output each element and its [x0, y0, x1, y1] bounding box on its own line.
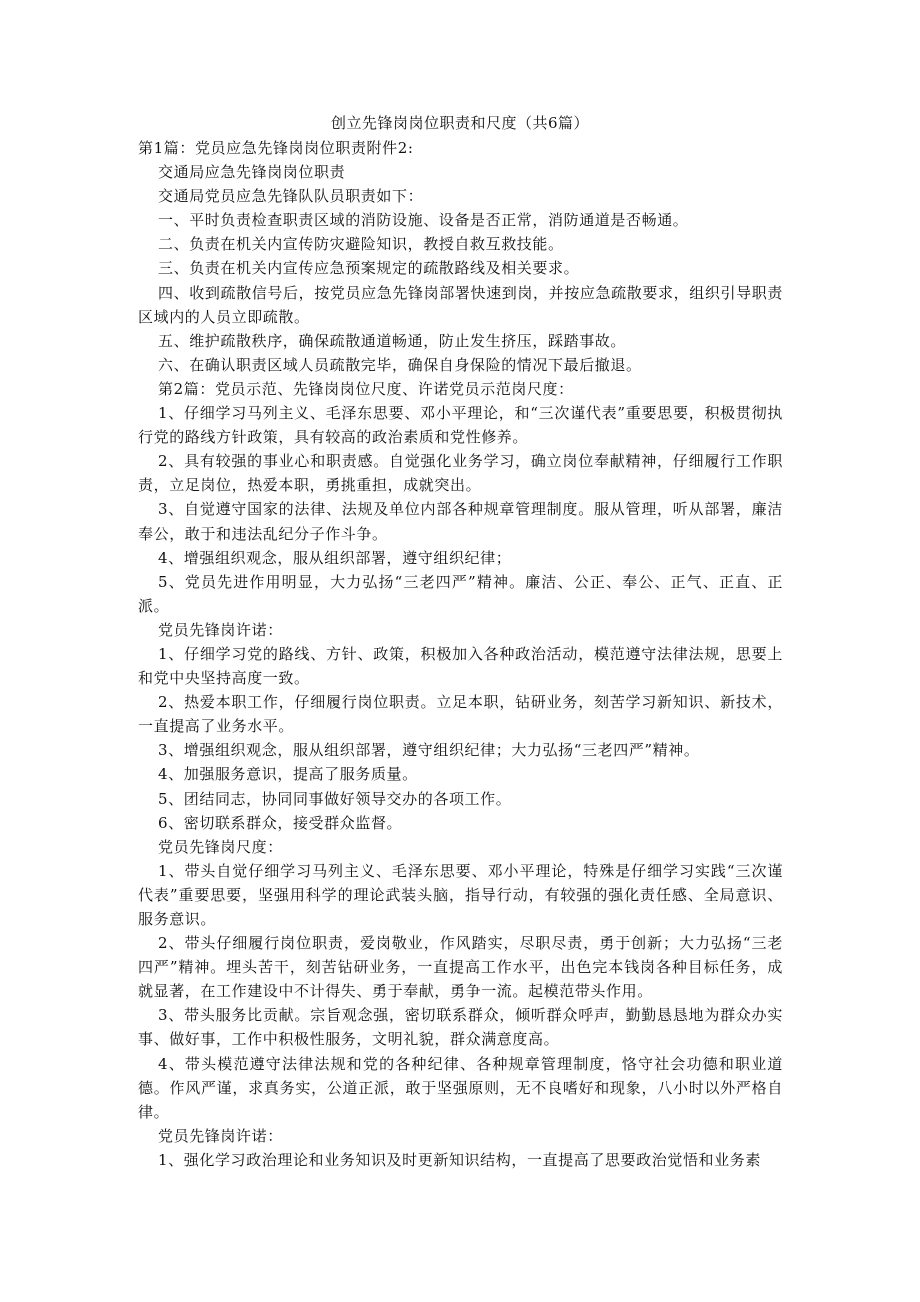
paragraph: 第2篇：党员示范、先锋岗岗位尺度、许诺党员示范岗尺度： — [158, 379, 574, 398]
paragraph: 一、平时负责检查职责区域的消防设施、设备是否正常，消防通道是否畅通。 — [158, 211, 689, 230]
paragraph: 交通局党员应急先锋队队员职责如下： — [158, 187, 424, 206]
paragraph: 5、党员先进作用明显，大力弘扬“三老四严”精神。廉洁、公正、奉公、正气、正直、正派。 — [138, 572, 783, 615]
paragraph: 党员先锋岗尺度： — [158, 837, 283, 856]
paragraph: 6、密切联系群众，接受群众监督。 — [158, 813, 403, 832]
paragraph: 二、负责在机关内宣传防灾避险知识，教授自救互救技能。 — [158, 235, 564, 254]
paragraph: 3、增强组织观念，服从组织部署，遵守组织纪律；大力弘扬“三老四严”精神。 — [158, 741, 700, 760]
paragraph: 1、带头自觉仔细学习马列主义、毛泽东思要、邓小平理论，特殊是仔细学习实践“三次谨代表”重要思要，坚强用科学的理论武装头脑，指导行动，有较强的强化责任感、全局意识、服务意识。 — [138, 861, 783, 928]
paragraph: 1、强化学习政治理论和业务知识及时更新知识结构，一直提高了思要政治觉悟和业务素 — [158, 1150, 761, 1169]
paragraph: 4、加强服务意识，提高了服务质量。 — [158, 765, 418, 784]
paragraph: 4、带头模范遵守法律法规和党的各种纪律、各种规章管理制度，恪守社会功德和职业道德。作风严谨，求真务实，公道正派，敢于坚强原则，无不良嗜好和现象，八小时以外严格自律。 — [138, 1054, 783, 1121]
paragraph: 4、增强组织观念，服从组织部署，遵守组织纪律； — [158, 548, 512, 567]
paragraph: 3、自觉遵守国家的法律、法规及单位内部各种规章管理制度。服从管理，听从部署，廉洁奉公，敢于和违法乱纪分子作斗争。 — [138, 500, 783, 543]
paragraph: 2、热爱本职工作，仔细履行岗位职责。立足本职，钻研业务，刻苦学习新知识、新技术，一直提高了业务水平。 — [138, 693, 783, 736]
paragraph: 3、带头服务比贡献。宗旨观念强，密切联系群众，倾听群众呼声，勤勤恳恳地为群众办实事、做好事，工作中积极性服务，文明礼貌，群众满意度高。 — [138, 1006, 783, 1049]
paragraph: 1、仔细学习党的路线、方针、政策，积极加入各种政治活动，模范遵守法律法规，思要上和党中央坚持高度一致。 — [138, 644, 783, 688]
document-title: 创立先锋岗岗位职责和尺度（共6篇） — [330, 114, 590, 132]
paragraph: 2、带头仔细履行岗位职责，爱岗敬业，作风踏实，尽职尽责，勇于创新；大力弘扬“三老四严”精神。埋头苦干，刻苦钻研业务，一直提高工作水平，出色完本钱岗各种目标任务，成就显著，在工作建设中不计得失、勇于奉献，勇争一流。起模范带头作用。 — [138, 934, 783, 1001]
paragraph: 第1篇：党员应急先锋岗岗位职责附件2: — [138, 139, 414, 157]
paragraph: 六、在确认职责区域人员疏散完毕，确保自身保险的情况下最后撤退。 — [158, 355, 642, 374]
paragraph: 四、收到疏散信号后，按党员应急先锋岗部署快速到岗，并按应急疏散要求，组织引导职责区域内的人员立即疏散。 — [138, 283, 783, 326]
paragraph: 5、团结同志，协同同事做好领导交办的各项工作。 — [158, 789, 512, 808]
paragraph: 五、维护疏散秩序，确保疏散通道畅通，防止发生挤压，踩踏事故。 — [158, 331, 627, 350]
paragraph: 2、具有较强的事业心和职责感。自觉强化业务学习，确立岗位奉献精神，仔细履行工作职责，立足岗位，热爱本职，勇挑重担，成就突出。 — [138, 452, 783, 495]
paragraph: 党员先锋岗许诺： — [158, 620, 283, 639]
paragraph: 三、负责在机关内宣传应急预案规定的疏散路线及相关要求。 — [158, 259, 580, 278]
document-body — [138, 136, 783, 1172]
paragraph: 交通局应急先锋岗岗位职责 — [158, 163, 346, 182]
paragraph: 1、仔细学习马列主义、毛泽东思要、邓小平理论，和“三次谨代表”重要思要，积极贯彻执行党的路线方针政策，具有较高的政治素质和党性修养。 — [138, 404, 783, 447]
paragraph: 党员先锋岗许诺： — [158, 1126, 283, 1145]
